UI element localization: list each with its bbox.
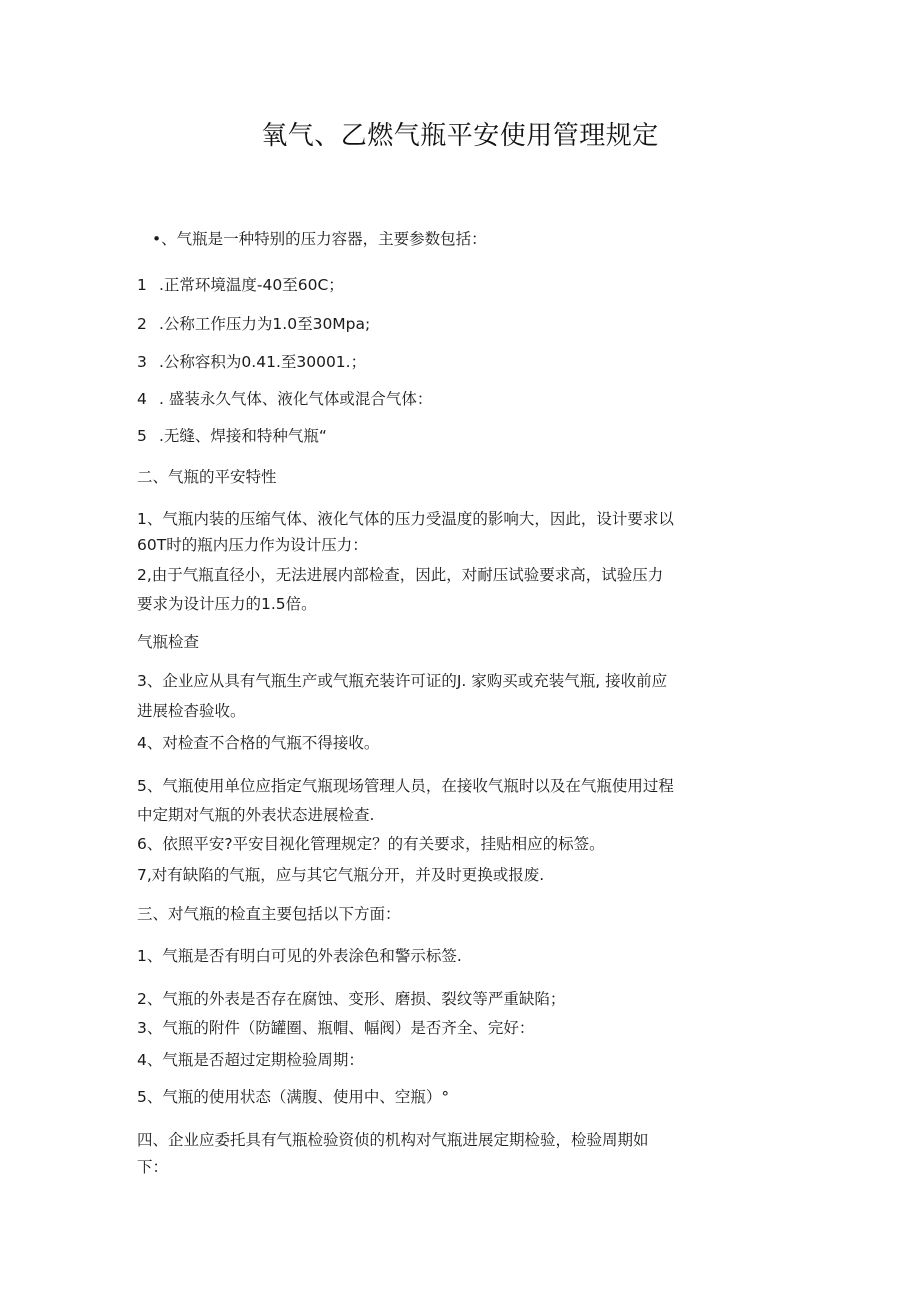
paragraph-line: 2、气瓶的外表是否存在腐蚀、变形、磨损、裂纹等严重缺陷；: [137, 990, 566, 1008]
paragraph-line: 60T时的瓶内压力作为设计压力：: [137, 536, 368, 554]
item-number: 2: [137, 315, 147, 333]
subsection-heading: 气瓶检查: [137, 633, 200, 651]
list-item: [137, 426, 327, 446]
item-text: .正常环境温度-40至60C；: [159, 276, 344, 294]
list-item: [137, 352, 366, 372]
document-title: 氧气、乙燃气瓶平安使用管理规定: [261, 121, 659, 151]
section-2-heading: 二、气瓶的平安特性: [137, 468, 277, 486]
paragraph-line: 3、企业应从具有气瓶生产或气瓶充装许可证的J. 家购买或充装气瓶, 接收前应: [137, 672, 668, 690]
paragraph-line: 1、气瓶内装的压缩气体、液化气体的压力受温度的影响大，因此，设计要求以: [137, 510, 674, 528]
item-number: 3: [137, 353, 147, 371]
paragraph-line: 4、对检查不合格的气瓶不得接收。: [137, 734, 380, 752]
paragraph-line: 5、气瓶使用单位应指定气瓶现场管理人员，在接收气瓶时以及在气瓶使用过程: [137, 777, 674, 795]
list-item: [137, 389, 432, 409]
paragraph-line: 4、气瓶是否超过定期检验周期：: [137, 1051, 364, 1069]
item-text: .无缝、焊接和特种气瓶“: [159, 427, 327, 445]
list-item: [137, 275, 344, 295]
paragraph-line: 3、气瓶的附件（防罐圈、瓶帽、幅阀）是否齐全、完好：: [137, 1019, 535, 1037]
paragraph-line: 要求为设计压力的1.5倍。: [137, 595, 317, 613]
item-text: . 盛装永久气体、液化气体或混合气体：: [159, 390, 433, 408]
item-text: .公称容积为0.41.至30001.；: [159, 353, 367, 371]
paragraph-line: 2,由于气瓶直径小，无法进展内部检查，因此，对耐压试验要求高，试验压力: [137, 566, 664, 584]
paragraph-line: 进展检杳验收。: [137, 702, 246, 720]
paragraph-line: 6、依照平安?平安目视化管理规定？的有关要求，挂贴相应的标签。: [137, 835, 605, 853]
section-3-heading: 三、对气瓶的检直主要包括以下方面：: [137, 905, 401, 923]
item-number: 4: [137, 390, 147, 408]
paragraph-line: 1、气瓶是否有明白可见的外表涂色和警示标签.: [137, 947, 462, 965]
paragraph-line: 下：: [137, 1158, 169, 1176]
paragraph-line: 5、气瓶的使用状态（满腹、使用中、空瓶）°: [137, 1088, 450, 1106]
list-item: [137, 314, 370, 334]
item-number: 5: [137, 427, 147, 445]
item-number: 1: [137, 276, 147, 294]
item-text: .公称工作压力为1.0至30Mpa;: [159, 315, 371, 333]
section-4-heading: 四、企业应委托具有气瓶检验资侦的机构对气瓶进展定期检验，检验周期如: [137, 1131, 649, 1149]
paragraph-line: 7,对有缺陷的气瓶，应与其它气瓶分开，并及时更换或报废.: [137, 866, 545, 884]
paragraph-line: 中定期对气瓶的外表状态进展检查.: [137, 806, 375, 824]
section-1-heading: •、气瓶是一种特别的压力容器，主要参数包括：: [152, 230, 487, 248]
